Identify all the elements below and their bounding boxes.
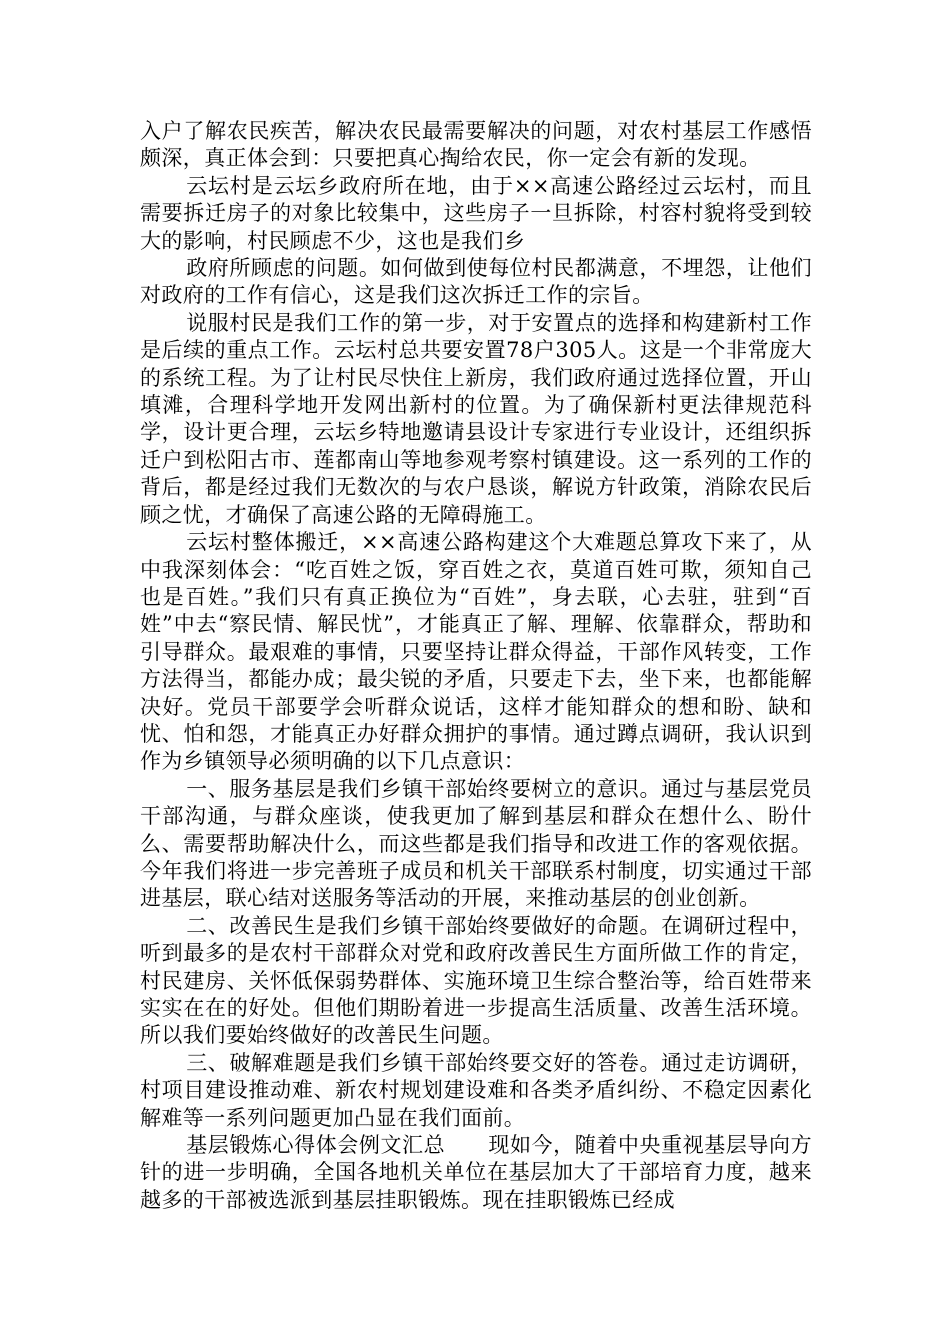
document-body <box>140 118 812 1214</box>
paragraph: 二、改善民生是我们乡镇干部始终要做好的命题。在调研过程中，听到最多的是农村干部群众对党和政府改善民生方面所做工作的肯定，村民建房、关怀低保弱势群体、实施环境卫生综合整治等，给百姓带来实实在在的好处。但他们期盼着进一步提高生活质量、改善生活环境。所以我们要始终做好的改善民生问题。 <box>140 913 812 1048</box>
paragraph: 云坛村整体搬迁，××高速公路构建这个大难题总算攻下来了，从中我深刻体会：“吃百姓之饭，穿百姓之衣，莫道百姓可欺，须知自己也是百姓。”我们只有真正换位为“百姓”，身去联，心去驻，驻到“百姓”中去“察民情、解民忧”，才能真正了解、理解、依靠群众，帮助和引导群众。最艰难的事情，只要坚持让群众得益，干部作风转变，工作方法得当，都能办成；最尖锐的矛盾，只要走下去，坐下来，也都能解决好。党员干部要学会听群众说话，这样才能知群众的想和盼、缺和忧、怕和怨，才能真正办好群众拥护的事情。通过蹲点调研，我认识到作为乡镇领导必须明确的以下几点意识： <box>140 530 812 774</box>
paragraph: 入户了解农民疾苦，解决农民最需要解决的问题，对农村基层工作感悟颇深，真正体会到：只要把真心掏给农民，你一定会有新的发现。 <box>140 119 812 171</box>
paragraph: 一、服务基层是我们乡镇干部始终要树立的意识。通过与基层党员干部沟通，与群众座谈，使我更加了解到基层和群众在想什么、盼什么、需要帮助解决什么，而这些都是我们指导和改进工作的客观依据。今年我们将进一步完善班子成员和机关干部联系村制度，切实通过干部进基层，联心结对送服务等活动的开展，来推动基层的创业创新。 <box>140 776 812 911</box>
paragraph: 政府所顾虑的问题。如何做到使每位村民都满意，不埋怨，让他们对政府的工作有信心，这是我们这次拆迁工作的宗旨。 <box>140 256 812 308</box>
paragraph: 基层锻炼心得体会例文汇总 现如今，随着中央重视基层导向方针的进一步明确，全国各地机关单位在基层加大了干部培育力度，越来越多的干部被选派到基层挂职锻炼。现在挂职锻炼已经成 <box>140 1133 812 1212</box>
paragraph: 三、破解难题是我们乡镇干部始终要交好的答卷。通过走访调研，村项目建设推动难、新农村规划建设难和各类矛盾纠纷、不稳定因素化解难等一系列问题更加凸显在我们面前。 <box>140 1050 812 1130</box>
paragraph: 说服村民是我们工作的第一步，对于安置点的选择和构建新村工作是后续的重点工作。云坛村总共要安置78户305人。这是一个非常庞大的系统工程。为了让村民尽快住上新房，我们政府通过选择位置，开山填滩，合理科学地开发网出新村的位置。为了确保新村更法律规范科学，设计更合理，云坛乡特地邀请县设计专家进行专业设计，还组织拆迁户到松阳古市、莲都南山等地参观考察村镇建设。这一系列的工作的背后，都是经过我们无数次的与农户恳谈，解说方针政策，消除农民后顾之忧，才确保了高速公路的无障碍施工。 <box>140 310 812 527</box>
paragraph: 云坛村是云坛乡政府所在地，由于××高速公路经过云坛村，而且需要拆迁房子的对象比较集中，这些房子一旦拆除，村容村貌将受到较大的影响，村民顾虑不少，这也是我们乡 <box>140 173 812 253</box>
